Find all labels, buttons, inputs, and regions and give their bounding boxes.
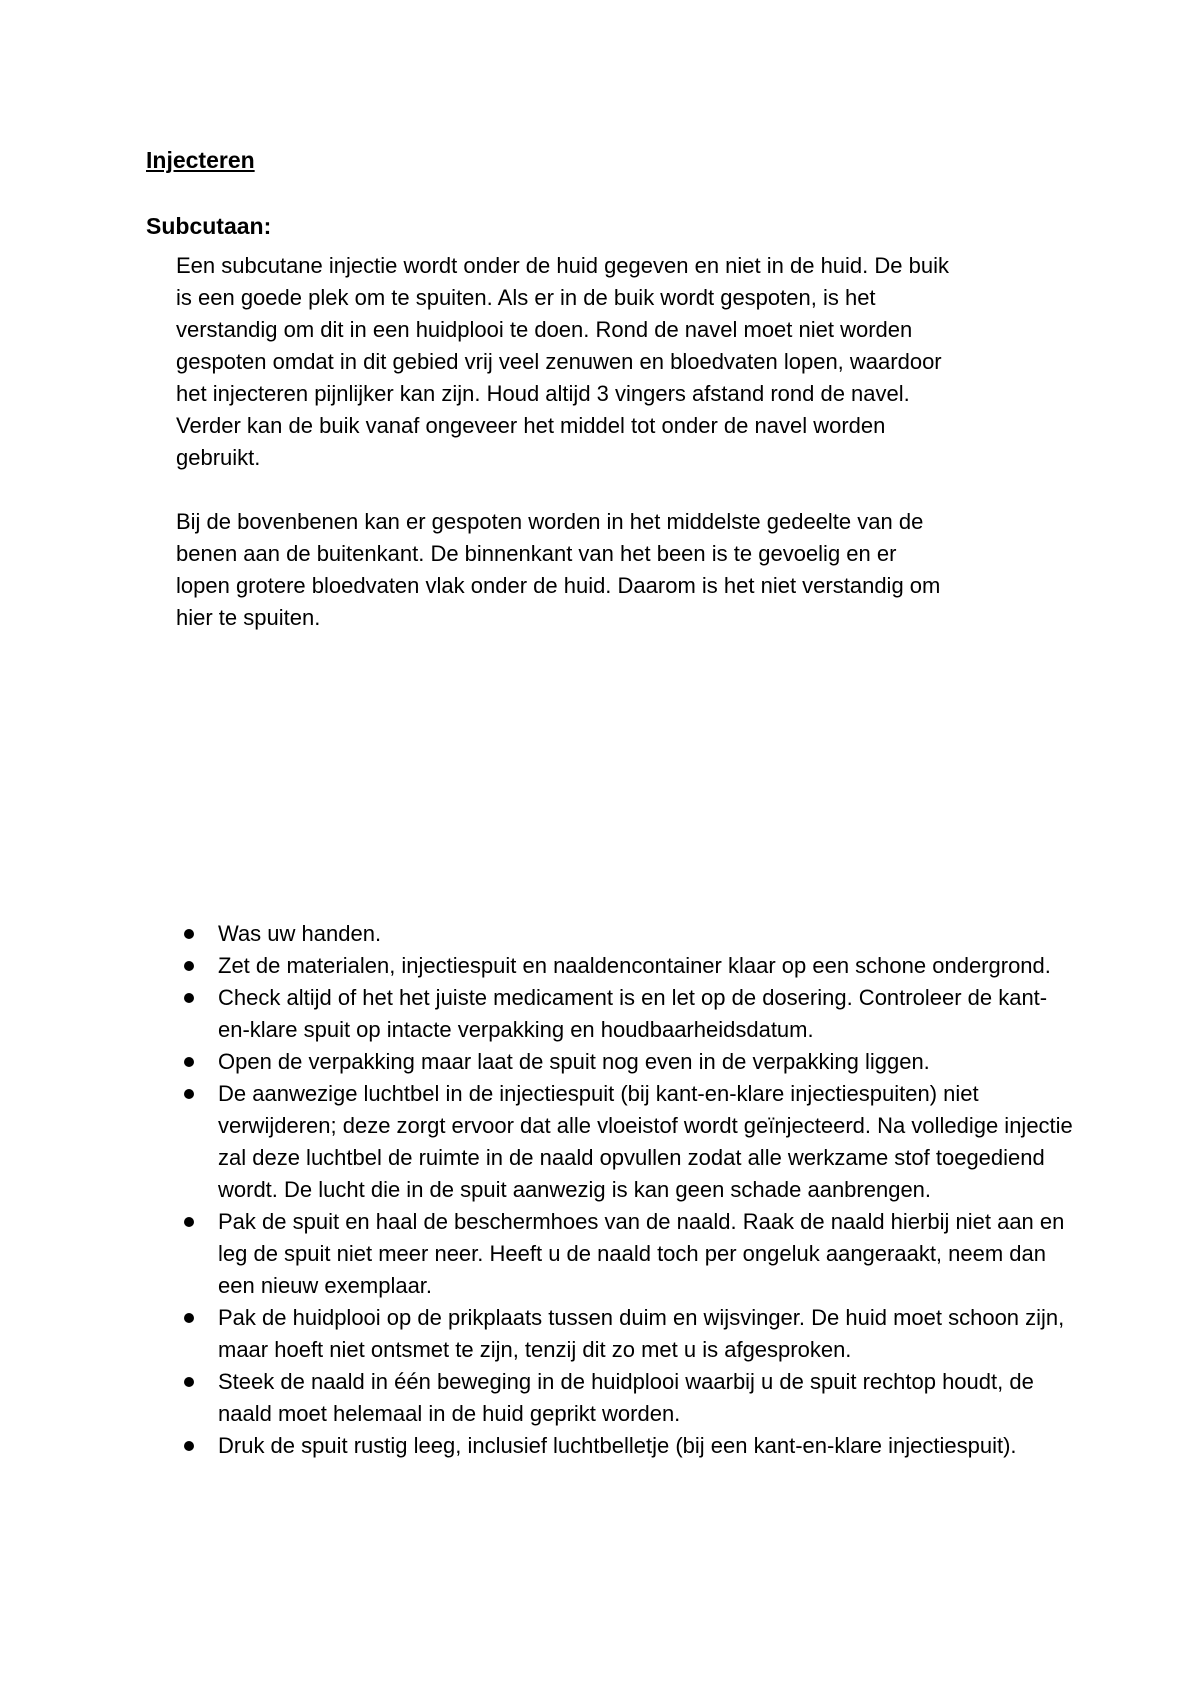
list-item xyxy=(176,1302,1076,1366)
bullet-icon xyxy=(184,993,194,1003)
list-item xyxy=(176,950,1076,982)
bullet-icon xyxy=(184,1313,194,1323)
list-item-text: Check altijd of het het juiste medicament is en let op de dosering. Controleer de kant-en-klare spuit op intacte verpakking en houdbaarheidsdatum. xyxy=(218,985,1048,1042)
section-heading-subcutaan: Subcutaan: xyxy=(146,213,272,239)
bullet-icon xyxy=(184,1089,194,1099)
list-item-text: Open de verpakking maar laat de spuit nog even in de verpakking liggen. xyxy=(218,1049,930,1074)
list-item xyxy=(176,1430,1076,1462)
list-item-text: Pak de spuit en haal de beschermhoes van de naald. Raak de naald hierbij niet aan en leg de spuit niet meer neer. Heeft u de naald toch per ongeluk aangeraakt, neem dan een nieuw exemplaar. xyxy=(218,1209,1065,1298)
list-item-text: Druk de spuit rustig leeg, inclusief luchtbelletje (bij een kant-en-klare injectiespuit). xyxy=(218,1433,1017,1458)
paragraph-injection-site-thighs: Bij de bovenbenen kan er gespoten worden in het middelste gedeelte van de benen aan de buitenkant. De binnenkant van het been is te gevoelig en er lopen grotere bloedvaten vlak onder de huid. Daarom is het niet verstandig om hier te spuiten. xyxy=(176,509,941,630)
list-item xyxy=(176,1046,1076,1078)
bullet-icon xyxy=(184,961,194,971)
bullet-icon xyxy=(184,1377,194,1387)
injection-steps-list xyxy=(176,918,1076,1462)
bullet-icon xyxy=(184,1057,194,1067)
document-title: Injecteren xyxy=(146,147,255,173)
list-item-text: De aanwezige luchtbel in de injectiespuit (bij kant-en-klare injectiespuiten) niet verwijderen; deze zorgt ervoor dat alle vloeistof wordt geïnjecteerd. Na volledige injectie zal deze luchtbel de ruimte in de naald opvullen zodat alle werkzame stof toegediend wordt. De lucht die in de spuit aanwezig is kan geen schade aanbrengen. xyxy=(218,1081,1073,1202)
paragraph-injection-site-abdomen: Een subcutane injectie wordt onder de huid gegeven en niet in de huid. De buik is een goede plek om te spuiten. Als er in de buik wordt gespoten, is het verstandig om dit in een huidplooi te doen. Rond de navel moet niet worden gespoten omdat in dit gebied vrij veel zenuwen en bloedvaten lopen, waardoor het injecteren pijnlijker kan zijn. Houd altijd 3 vingers afstand rond de navel. Verder kan de buik vanaf ongeveer het middel tot onder de navel worden gebruikt. xyxy=(176,253,949,470)
list-item-text: Steek de naald in één beweging in de huidplooi waarbij u de spuit rechtop houdt, de naald moet helemaal in de huid geprikt worden. xyxy=(218,1369,1034,1426)
bullet-icon xyxy=(184,1441,194,1451)
list-item xyxy=(176,1366,1076,1430)
bullet-icon xyxy=(184,1217,194,1227)
bullet-icon xyxy=(184,929,194,939)
list-item xyxy=(176,918,1076,950)
list-item xyxy=(176,1206,1076,1302)
list-item xyxy=(176,1078,1076,1206)
list-item xyxy=(176,982,1076,1046)
list-item-text: Pak de huidplooi op de prikplaats tussen duim en wijsvinger. De huid moet schoon zijn, maar hoeft niet ontsmet te zijn, tenzij dit zo met u is afgesproken. xyxy=(218,1305,1065,1362)
list-item-text: Zet de materialen, injectiespuit en naaldencontainer klaar op een schone ondergrond. xyxy=(218,953,1051,978)
list-item-text: Was uw handen. xyxy=(218,921,382,946)
